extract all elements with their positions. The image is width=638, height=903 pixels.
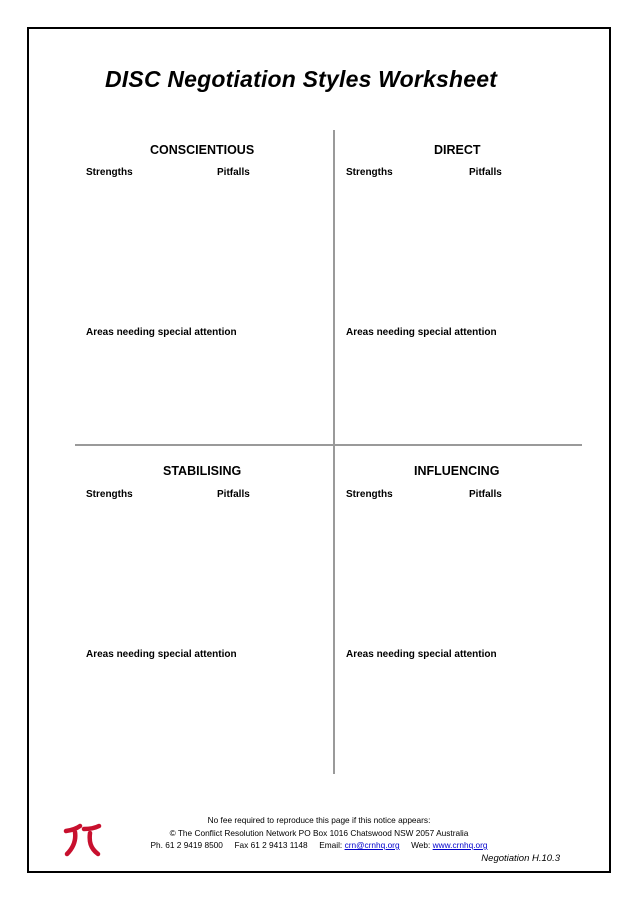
pitfalls-label: Pitfalls — [469, 167, 502, 178]
strengths-label: Strengths — [346, 489, 393, 500]
page-border — [27, 27, 611, 873]
footer-fax: Fax 61 2 9413 1148 — [234, 840, 308, 850]
quadrant-heading: DIRECT — [434, 143, 481, 157]
footer-copyright: © The Conflict Resolution Network PO Box 1016 Chatswood NSW 2057 Australia — [169, 828, 469, 838]
pitfalls-label: Pitfalls — [217, 489, 250, 500]
footer-web-link[interactable]: www.crnhq.org — [432, 840, 488, 850]
page-title: DISC Negotiation Styles Worksheet — [105, 66, 498, 92]
footer-contact-line — [0, 840, 638, 851]
footer-email-link[interactable]: crn@crnhq.org — [344, 840, 400, 850]
quadrant-heading: INFLUENCING — [414, 464, 500, 478]
attention-label: Areas needing special attention — [346, 327, 497, 338]
attention-label: Areas needing special attention — [346, 649, 497, 660]
attention-label: Areas needing special attention — [86, 327, 237, 338]
horizontal-divider — [75, 444, 582, 446]
attention-label: Areas needing special attention — [86, 649, 237, 660]
strengths-label: Strengths — [86, 167, 133, 178]
footer-web-label: Web: — [411, 840, 431, 850]
strengths-label: Strengths — [86, 489, 133, 500]
quadrant-heading: STABILISING — [163, 464, 242, 478]
strengths-label: Strengths — [346, 167, 393, 178]
footer-notice: No fee required to reproduce this page if this notice appears: — [207, 815, 431, 825]
footer-phone: Ph. 61 2 9419 8500 — [150, 840, 223, 850]
pitfalls-label: Pitfalls — [469, 489, 502, 500]
quadrant-heading: CONSCIENTIOUS — [150, 143, 255, 157]
footer-email-label: Email: — [319, 840, 343, 850]
footer-notice-line — [0, 815, 638, 826]
footer-copyright-line — [0, 828, 638, 839]
vertical-divider — [333, 130, 335, 774]
pitfalls-label: Pitfalls — [217, 167, 250, 178]
document-reference: Negotiation H.10.3 — [481, 853, 560, 864]
